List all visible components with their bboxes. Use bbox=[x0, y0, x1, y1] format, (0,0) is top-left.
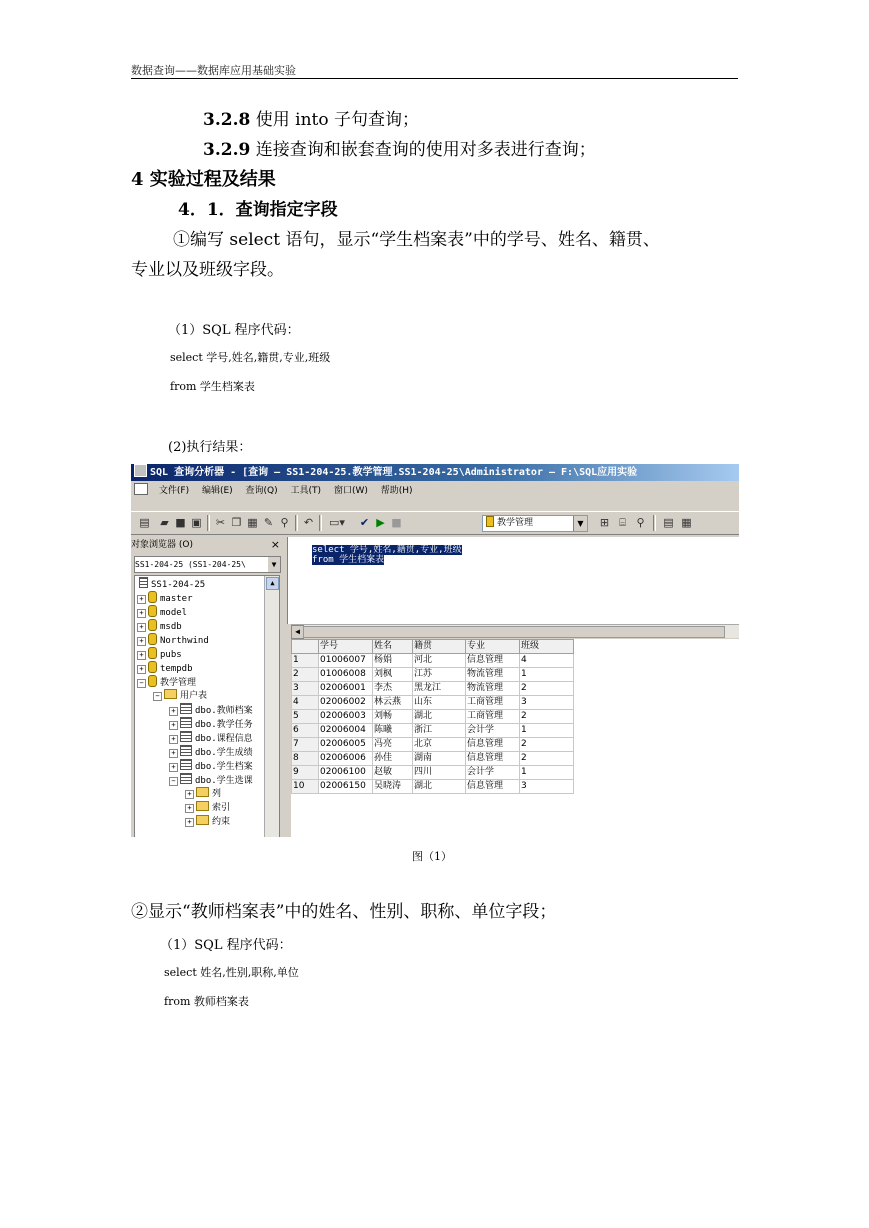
object-browser-header bbox=[131, 537, 282, 553]
menu-query[interactable]: 查询(Q) bbox=[245, 486, 278, 496]
tree-node-label: dbo.课程信息 bbox=[195, 734, 253, 744]
item-number: 3.2.8 bbox=[203, 110, 251, 130]
save-icon[interactable]: ■ bbox=[175, 516, 186, 529]
table-cell[interactable]: 2 bbox=[520, 738, 574, 752]
table-cell[interactable]: 信息管理 bbox=[466, 654, 520, 668]
code-label-1: （1）SQL 程序代码： bbox=[168, 323, 300, 338]
tree-node-label: master bbox=[160, 594, 193, 604]
database-icon bbox=[148, 605, 157, 617]
row-number-cell[interactable]: 1 bbox=[292, 654, 319, 668]
database-icon bbox=[148, 619, 157, 631]
table-cell[interactable]: 山东 bbox=[413, 696, 466, 710]
table-cell[interactable]: 浙江 bbox=[413, 724, 466, 738]
tree-node-columns[interactable] bbox=[185, 787, 221, 801]
result-label: (2)执行结果： bbox=[168, 440, 252, 455]
section-4-heading: 4 实验过程及结果 bbox=[131, 169, 276, 190]
expand-icon[interactable]: + bbox=[169, 763, 178, 772]
chevron-down-icon: ▼ bbox=[573, 516, 587, 531]
display-plan-icon[interactable]: ⊞ bbox=[599, 516, 610, 529]
close-icon[interactable]: × bbox=[270, 538, 280, 551]
show-results-icon[interactable]: ▦ bbox=[681, 516, 692, 529]
expand-icon[interactable]: + bbox=[137, 637, 146, 646]
column-header[interactable]: 姓名 bbox=[373, 640, 413, 654]
table-cell[interactable]: 刘畅 bbox=[373, 710, 413, 724]
table-cell[interactable]: 02006003 bbox=[319, 710, 373, 724]
table-cell[interactable]: 北京 bbox=[413, 738, 466, 752]
folder-icon bbox=[164, 689, 177, 699]
results-header-row bbox=[292, 640, 574, 654]
table-cell[interactable]: 02006001 bbox=[319, 682, 373, 696]
table-cell[interactable]: 刘枫 bbox=[373, 668, 413, 682]
table-cell[interactable]: 2 bbox=[520, 752, 574, 766]
table-cell[interactable]: 工商管理 bbox=[466, 696, 520, 710]
parse-check-icon[interactable]: ✔ bbox=[359, 516, 370, 529]
row-number-cell[interactable]: 9 bbox=[292, 766, 319, 780]
table-cell[interactable]: 会计学 bbox=[466, 766, 520, 780]
code2-line2: from 教师档案表 bbox=[164, 995, 249, 1008]
results-table bbox=[291, 639, 574, 794]
table-cell[interactable]: 02006150 bbox=[319, 780, 373, 794]
toolbar-separator bbox=[319, 515, 322, 531]
expand-icon[interactable]: + bbox=[169, 749, 178, 758]
tree-node-pubs[interactable] bbox=[137, 647, 182, 661]
column-header[interactable]: 籍贯 bbox=[413, 640, 466, 654]
tree-node-table[interactable] bbox=[169, 745, 253, 759]
task1-line1: ①编写 select 语句，显示“学生档案表”中的学号、姓名、籍贯、 bbox=[173, 230, 660, 250]
code2-line1: select 姓名,性别,职称,单位 bbox=[164, 966, 299, 979]
row-number-cell[interactable]: 5 bbox=[292, 710, 319, 724]
collapse-icon[interactable]: − bbox=[169, 777, 178, 786]
table-cell[interactable]: 杨娟 bbox=[373, 654, 413, 668]
results-mode-icon[interactable]: ▭▾ bbox=[329, 516, 345, 529]
tree-node-table[interactable] bbox=[169, 773, 253, 787]
table-cell[interactable]: 湖南 bbox=[413, 752, 466, 766]
table-row[interactable] bbox=[292, 738, 574, 752]
tree-node-label: 用户表 bbox=[180, 691, 208, 701]
scrollbar-thumb[interactable] bbox=[303, 626, 725, 638]
undo-icon[interactable]: ↶ bbox=[303, 516, 314, 529]
tree-node-table[interactable] bbox=[169, 759, 253, 773]
tree-node-label: msdb bbox=[160, 622, 182, 632]
table-row[interactable] bbox=[292, 682, 574, 696]
collapse-icon[interactable]: − bbox=[153, 692, 162, 701]
row-number-header bbox=[292, 640, 319, 654]
header-rule bbox=[131, 78, 738, 79]
database-select-value: 教学管理 bbox=[497, 518, 534, 528]
menu-file[interactable]: 文件(F) bbox=[158, 486, 190, 496]
server-select-value: SS1-204-25 (SS1-204-25\ bbox=[135, 560, 246, 569]
expand-icon[interactable]: + bbox=[185, 804, 194, 813]
item-3-2-9 bbox=[203, 139, 596, 161]
table-cell[interactable]: 湖北 bbox=[413, 710, 466, 724]
table-icon bbox=[180, 745, 192, 756]
tree-scrollbar[interactable] bbox=[264, 576, 279, 837]
stop-icon[interactable]: ■ bbox=[391, 516, 402, 529]
row-number-cell[interactable]: 7 bbox=[292, 738, 319, 752]
table-icon bbox=[180, 703, 192, 714]
tree-node-tempdb[interactable] bbox=[137, 661, 193, 675]
tree-node-msdb[interactable] bbox=[137, 619, 182, 633]
tree-node-table[interactable] bbox=[169, 703, 253, 717]
editor-horizontal-scrollbar[interactable] bbox=[291, 624, 739, 638]
table-cell[interactable]: 江苏 bbox=[413, 668, 466, 682]
table-cell[interactable]: 2 bbox=[520, 710, 574, 724]
table-icon bbox=[180, 759, 192, 770]
table-row[interactable] bbox=[292, 766, 574, 780]
table-icon bbox=[180, 731, 192, 742]
scroll-up-icon[interactable]: ▲ bbox=[266, 577, 279, 590]
table-cell[interactable]: 1 bbox=[520, 668, 574, 682]
window-title: SQL 查询分析器 - [查询 — SS1-204-25.教学管理.SS1-204-25\Administrator — F:\SQL应用实验 bbox=[150, 467, 638, 478]
tree-node-table[interactable] bbox=[169, 717, 253, 731]
menu-help[interactable]: 帮助(H) bbox=[380, 486, 413, 496]
table-cell[interactable]: 02006004 bbox=[319, 724, 373, 738]
tree-node-label: Northwind bbox=[160, 636, 209, 646]
row-number-cell[interactable]: 10 bbox=[292, 780, 319, 794]
page-header: 数据查询——数据库应用基础实验 bbox=[131, 64, 296, 77]
menu-edit[interactable]: 编辑(E) bbox=[201, 486, 233, 496]
menu-window[interactable]: 窗口(W) bbox=[333, 486, 368, 496]
expand-icon[interactable]: + bbox=[169, 735, 178, 744]
folder-icon bbox=[196, 801, 209, 811]
query-analyzer-screenshot bbox=[131, 464, 739, 837]
toolbar-separator bbox=[207, 515, 210, 531]
find-icon[interactable]: ⚲ bbox=[280, 516, 289, 529]
app-icon bbox=[134, 464, 147, 477]
table-cell[interactable]: 黑龙江 bbox=[413, 682, 466, 696]
tree-node-server[interactable] bbox=[139, 577, 205, 591]
editor-line-text: from 学生档案表 bbox=[312, 555, 385, 565]
expand-icon[interactable]: + bbox=[137, 609, 146, 618]
expand-icon[interactable]: + bbox=[185, 790, 194, 799]
folder-icon bbox=[196, 815, 209, 825]
table-cell[interactable]: 02006100 bbox=[319, 766, 373, 780]
column-header[interactable]: 专业 bbox=[466, 640, 520, 654]
menu-tools[interactable]: 工具(T) bbox=[290, 486, 322, 496]
table-row[interactable] bbox=[292, 696, 574, 710]
code1-line2: from 学生档案表 bbox=[170, 380, 255, 393]
row-number-cell[interactable]: 2 bbox=[292, 668, 319, 682]
tree-node-label: dbo.教师档案 bbox=[195, 706, 253, 716]
collapse-icon[interactable]: − bbox=[137, 679, 146, 688]
tree-node-label: 列 bbox=[212, 789, 222, 799]
table-row[interactable] bbox=[292, 654, 574, 668]
table-cell[interactable]: 4 bbox=[520, 654, 574, 668]
folder-icon bbox=[196, 787, 209, 797]
new-query-icon[interactable]: ▤ bbox=[139, 516, 150, 529]
tree-node-northwind[interactable] bbox=[137, 633, 209, 647]
expand-icon[interactable]: + bbox=[169, 721, 178, 730]
table-row[interactable] bbox=[292, 780, 574, 794]
insert-template-icon[interactable]: ▣ bbox=[191, 516, 202, 529]
paste-icon[interactable]: ▦ bbox=[247, 516, 258, 529]
table-row[interactable] bbox=[292, 710, 574, 724]
execute-icon[interactable]: ▶ bbox=[376, 516, 385, 529]
code1-line1: select 学号,姓名,籍贯,专业,班级 bbox=[170, 351, 331, 364]
column-header[interactable]: 学号 bbox=[319, 640, 373, 654]
database-icon bbox=[486, 516, 494, 527]
open-folder-icon[interactable]: ▰ bbox=[160, 516, 169, 529]
table-cell[interactable]: 信息管理 bbox=[466, 752, 520, 766]
table-cell[interactable]: 01006008 bbox=[319, 668, 373, 682]
table-cell[interactable]: 河北 bbox=[413, 654, 466, 668]
tree-node-label: pubs bbox=[160, 650, 182, 660]
table-cell[interactable]: 3 bbox=[520, 696, 574, 710]
tree-node-master[interactable] bbox=[137, 591, 193, 605]
section-4-1-heading: 4．1．查询指定字段 bbox=[178, 200, 338, 220]
database-icon bbox=[148, 633, 157, 645]
item-number: 3.2.9 bbox=[203, 140, 251, 160]
database-icon bbox=[148, 675, 157, 687]
table-cell[interactable]: 林云燕 bbox=[373, 696, 413, 710]
tree-node-table[interactable] bbox=[169, 731, 253, 745]
table-cell[interactable]: 湖北 bbox=[413, 780, 466, 794]
document-icon bbox=[134, 483, 148, 495]
tree-node-label: dbo.教学任务 bbox=[195, 720, 253, 730]
table-cell[interactable]: 孙佳 bbox=[373, 752, 413, 766]
table-cell[interactable]: 物流管理 bbox=[466, 682, 520, 696]
table-cell[interactable]: 1 bbox=[520, 766, 574, 780]
window-title-bar bbox=[131, 464, 739, 481]
task1-line2: 专业以及班级字段。 bbox=[131, 260, 284, 280]
toolbar bbox=[131, 511, 739, 535]
expand-icon[interactable]: + bbox=[137, 651, 146, 660]
code-label-2: （1）SQL 程序代码： bbox=[160, 938, 292, 953]
row-number-cell[interactable]: 8 bbox=[292, 752, 319, 766]
query-editor[interactable] bbox=[287, 537, 739, 624]
column-header[interactable]: 班级 bbox=[520, 640, 574, 654]
tree-node-label: 索引 bbox=[212, 803, 231, 813]
cut-icon[interactable]: ✂ bbox=[215, 516, 226, 529]
tree-node-model[interactable] bbox=[137, 605, 187, 619]
table-row[interactable] bbox=[292, 668, 574, 682]
toolbar-separator bbox=[295, 515, 298, 531]
tree-node-label: tempdb bbox=[160, 664, 193, 674]
toolbar-separator bbox=[653, 515, 656, 531]
table-cell[interactable]: 01006007 bbox=[319, 654, 373, 668]
row-number-cell[interactable]: 6 bbox=[292, 724, 319, 738]
table-cell[interactable]: 四川 bbox=[413, 766, 466, 780]
scroll-left-icon[interactable]: ◀ bbox=[291, 625, 304, 639]
database-select[interactable] bbox=[482, 515, 588, 532]
database-icon bbox=[148, 591, 157, 603]
clear-window-icon[interactable]: ✎ bbox=[263, 516, 274, 529]
row-number-cell[interactable]: 4 bbox=[292, 696, 319, 710]
tree-node-teaching-db[interactable] bbox=[137, 675, 196, 689]
tree-node-label: SS1-204-25 bbox=[151, 580, 206, 590]
tree-node-label: dbo.学生成绩 bbox=[195, 748, 253, 758]
table-icon bbox=[180, 773, 192, 784]
expand-icon[interactable]: + bbox=[137, 665, 146, 674]
tree-node-label: dbo.学生选课 bbox=[195, 776, 253, 786]
object-search-icon[interactable]: ⚲ bbox=[636, 516, 645, 529]
properties-icon[interactable]: ▤ bbox=[663, 516, 674, 529]
menu-bar bbox=[131, 482, 739, 500]
task2-text: ②显示“教师档案表”中的姓名、性别、职称、单位字段； bbox=[131, 902, 557, 922]
table-cell[interactable]: 会计学 bbox=[466, 724, 520, 738]
database-icon bbox=[148, 647, 157, 659]
tree-node-label: 约束 bbox=[212, 817, 231, 827]
table-cell[interactable]: 02006005 bbox=[319, 738, 373, 752]
table-cell[interactable]: 信息管理 bbox=[466, 780, 520, 794]
tree-node-label: model bbox=[160, 608, 188, 618]
editor-line-2 bbox=[312, 555, 384, 565]
expand-icon[interactable]: + bbox=[169, 707, 178, 716]
table-icon bbox=[180, 717, 192, 728]
item-text: 连接查询和嵌套查询的使用对多表进行查询； bbox=[250, 140, 596, 160]
object-browser-title: 对象浏览器 (O) bbox=[131, 540, 193, 550]
expand-icon[interactable]: + bbox=[185, 818, 194, 827]
table-cell[interactable]: 陈曦 bbox=[373, 724, 413, 738]
tree-node-indexes[interactable] bbox=[185, 801, 230, 815]
row-number-cell[interactable]: 3 bbox=[292, 682, 319, 696]
expand-icon[interactable]: + bbox=[137, 595, 146, 604]
item-3-2-8 bbox=[203, 109, 419, 131]
tree-node-user-tables[interactable] bbox=[153, 689, 207, 703]
results-grid bbox=[291, 639, 739, 837]
item-text: 使用 into 子句查询； bbox=[250, 110, 419, 130]
table-cell[interactable]: 李杰 bbox=[373, 682, 413, 696]
table-row[interactable] bbox=[292, 724, 574, 738]
table-cell[interactable]: 02006006 bbox=[319, 752, 373, 766]
object-browser-icon[interactable]: ⌸ bbox=[619, 516, 626, 529]
table-cell[interactable]: 1 bbox=[520, 724, 574, 738]
table-row[interactable] bbox=[292, 752, 574, 766]
table-cell[interactable]: 3 bbox=[520, 780, 574, 794]
tree-node-label: dbo.学生档案 bbox=[195, 762, 253, 772]
chevron-down-icon: ▼ bbox=[268, 557, 280, 572]
expand-icon[interactable]: + bbox=[137, 623, 146, 632]
copy-icon[interactable]: ❐ bbox=[231, 516, 242, 529]
server-select[interactable] bbox=[134, 556, 281, 573]
database-icon bbox=[148, 661, 157, 673]
table-cell[interactable]: 工商管理 bbox=[466, 710, 520, 724]
table-cell[interactable]: 物流管理 bbox=[466, 668, 520, 682]
table-cell[interactable]: 02006002 bbox=[319, 696, 373, 710]
figure-caption: 图（1） bbox=[412, 850, 452, 863]
editor-line-1 bbox=[312, 545, 462, 555]
editor-line-text: select 学号,姓名,籍贯,专业,班级 bbox=[312, 545, 462, 555]
table-cell[interactable]: 2 bbox=[520, 682, 574, 696]
table-cell[interactable]: 吴晓涛 bbox=[373, 780, 413, 794]
table-cell[interactable]: 信息管理 bbox=[466, 738, 520, 752]
object-tree bbox=[134, 575, 280, 837]
server-icon bbox=[139, 577, 148, 588]
table-cell[interactable]: 冯亮 bbox=[373, 738, 413, 752]
tree-node-constraints[interactable] bbox=[185, 815, 230, 829]
tree-node-label: 教学管理 bbox=[160, 678, 197, 688]
table-cell[interactable]: 赵敏 bbox=[373, 766, 413, 780]
